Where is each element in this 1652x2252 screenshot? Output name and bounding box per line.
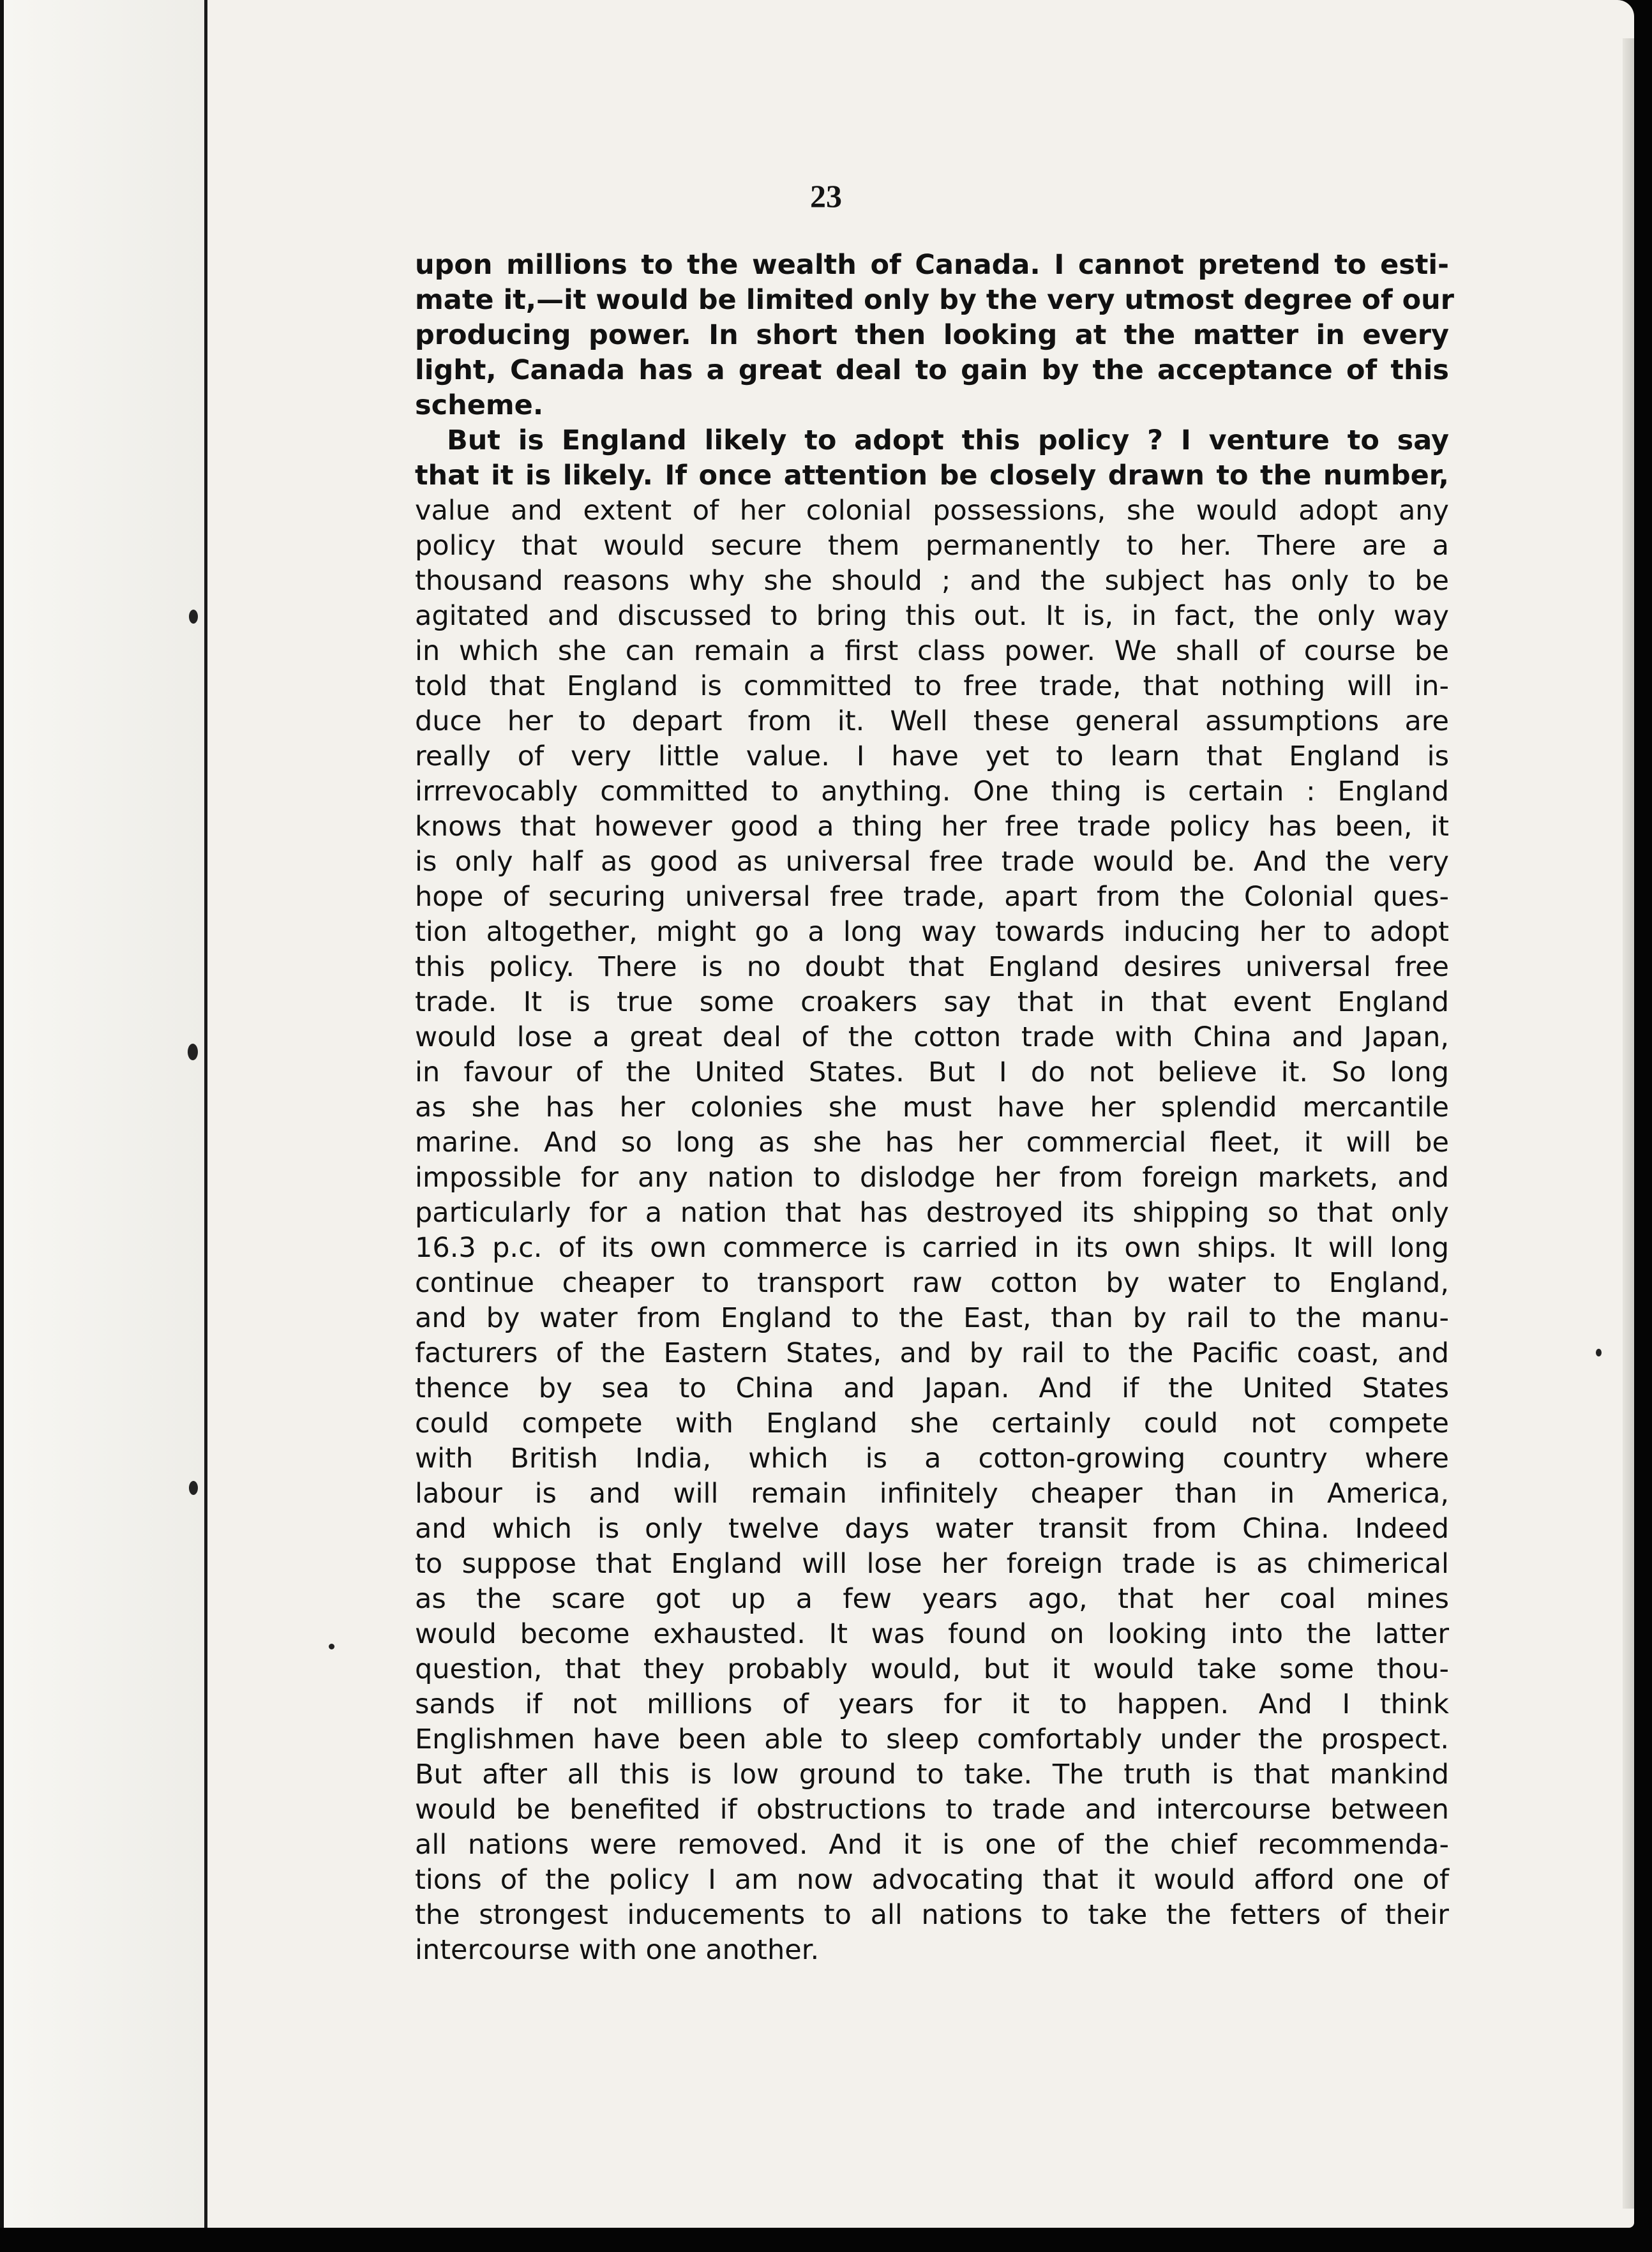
spine-shadow [0,0,204,2228]
binding-mark [188,1044,198,1060]
body-text [415,248,1454,1968]
ink-speck [329,1644,334,1649]
text-line: mate it,—it would be limited only by the very utmost degree of our [415,284,1454,316]
text-line: value and extent of her colonial possessions, she would adopt any [415,495,1449,527]
text-line: told that England is committed to free trade, that nothing will in- [415,670,1449,702]
text-line: would become exhausted. It was found on looking into the latter [415,1618,1449,1650]
text-line: would be benefited if obstructions to trade and intercourse between [415,1794,1449,1826]
ink-speck [1596,1349,1602,1356]
text-line: the strongest inducements to all nations to take the fetters of their [415,1899,1449,1931]
text-line: impossible for any nation to dislodge her from foreign markets, and [415,1162,1449,1194]
text-line: is only half as good as universal free trade would be. And the very [415,846,1449,878]
text-line: intercourse with one another. [415,1934,820,1966]
binding-mark [189,610,198,624]
text-line: particularly for a nation that has destroyed its shipping so that only [415,1197,1449,1229]
text-line: continue cheaper to transport raw cotton by water to England, [415,1267,1449,1299]
text-line: thence by sea to China and Japan. And if the United States [415,1372,1449,1404]
text-line: really of very little value. I have yet to learn that England is [415,740,1449,772]
text-line: But after all this is low ground to take. The truth is that mankind [415,1759,1449,1790]
text-line: thousand reasons why she should ; and the subject has only to be [415,565,1449,597]
text-line: with British India, which is a cotton-growing country where [415,1443,1449,1475]
text-line: to suppose that England will lose her foreign trade is as chimerical [415,1548,1449,1580]
text-line: and which is only twelve days water transit from China. Indeed [415,1513,1449,1545]
text-line: marine. And so long as she has her commercial fleet, it will be [415,1127,1449,1159]
text-line: Englishmen have been able to sleep comfortably under the prospect. [415,1723,1449,1755]
text-line: tions of the policy I am now advocating that it would afford one of [415,1864,1449,1896]
text-line: facturers of the Eastern States, and by rail to the Pacific coast, and [415,1337,1449,1369]
text-line: policy that would secure them permanently to her. There are a [415,530,1449,562]
text-line: light, Canada has a great deal to gain by the acceptance of this [415,354,1449,386]
gutter-edge [0,0,4,2228]
text-line: labour is and will remain infinitely cheaper than in America, [415,1478,1449,1510]
text-line: in which she can remain a first class power. We shall of course be [415,635,1449,667]
binding-mark [189,1481,198,1495]
text-line: this policy. There is no doubt that England desires universal free [415,951,1449,983]
text-line: could compete with England she certainly could not compete [415,1408,1449,1439]
text-line: sands if not millions of years for it to happen. And I think [415,1688,1449,1720]
text-line: But is England likely to adopt this policy ? I venture to say [447,424,1449,456]
text-line: tion altogether, might go a long way towards inducing her to adopt [415,916,1449,948]
binding-line [204,0,207,2228]
text-line: as she has her colonies she must have her splendid mercantile [415,1092,1449,1123]
text-line: would lose a great deal of the cotton trade with China and Japan, [415,1021,1449,1053]
text-line: producing power. In short then looking at the matter in every [415,319,1449,351]
text-line: in favour of the United States. But I do not believe it. So long [415,1056,1449,1088]
text-line: duce her to depart from it. Well these general assumptions are [415,705,1449,737]
page-number: 23 [810,178,842,214]
text-line: all nations were removed. And it is one of the chief recommenda- [415,1829,1449,1861]
text-line: agitated and discussed to bring this out. It is, in fact, the only way [415,600,1449,632]
text-line: irrrevocably committed to anything. One thing is certain : England [415,776,1449,807]
text-line: that it is likely. If once attention be closely drawn to the number, [415,460,1449,492]
text-line: and by water from England to the East, than by rail to the manu- [415,1302,1449,1334]
text-line: upon millions to the wealth of Canada. I cannot pretend to esti- [415,249,1449,281]
text-line: as the scare got up a few years ago, that her coal mines [415,1583,1449,1615]
text-line: hope of securing universal free trade, apart from the Colonial ques- [415,881,1449,913]
text-line: 16.3 p.c. of its own commerce is carried in its own ships. It will long [415,1232,1449,1264]
text-line: question, that they probably would, but it would take some thou- [415,1653,1449,1685]
text-line: trade. It is true some croakers say that in that event England [415,986,1449,1018]
text-line: knows that however good a thing her free trade policy has been, it [415,811,1449,843]
page-curl-edge [1623,38,1634,2209]
text-line: scheme. [415,389,544,421]
